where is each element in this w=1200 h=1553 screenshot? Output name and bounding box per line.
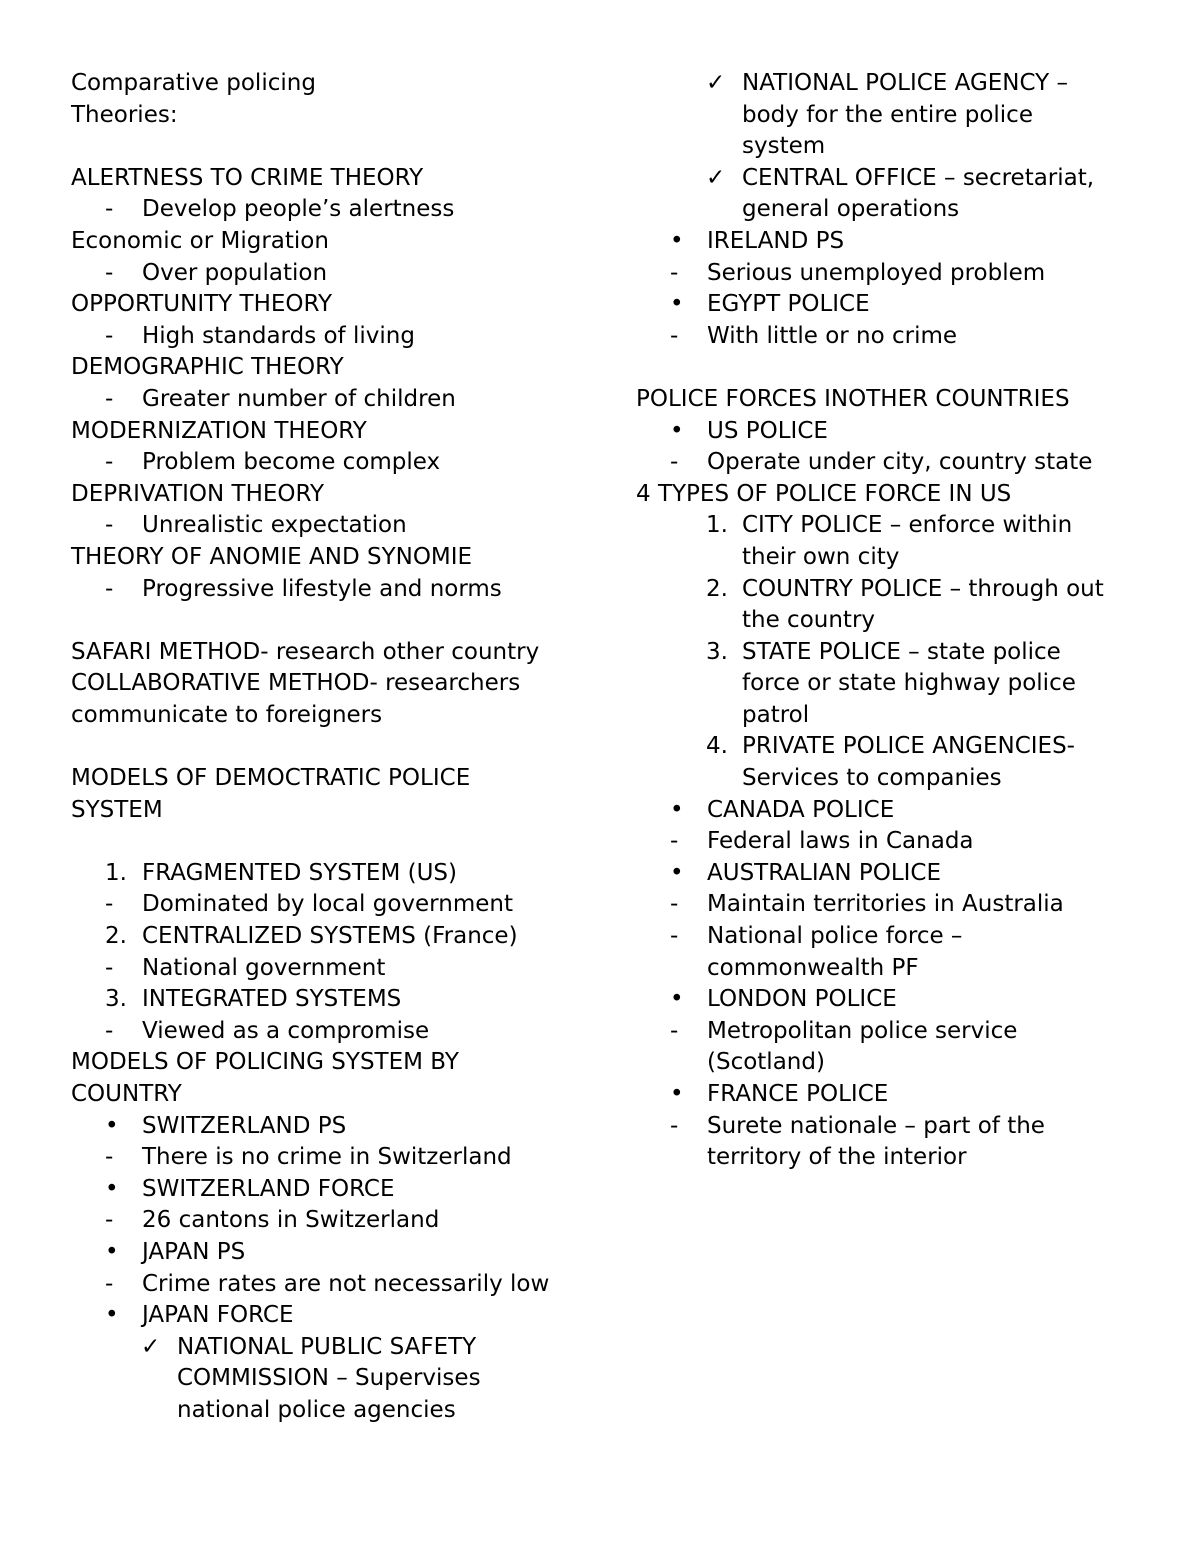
line-text: Greater number of children xyxy=(142,385,456,412)
text-line xyxy=(71,1047,591,1079)
list-number: 3. xyxy=(706,638,728,665)
line-text: FRANCE POLICE xyxy=(707,1081,889,1107)
line-text: OPPORTUNITY THEORY xyxy=(71,291,333,318)
line-text: LONDON POLICE xyxy=(707,986,897,1013)
text-line xyxy=(636,510,1136,542)
text-line xyxy=(636,542,1136,574)
text-line xyxy=(71,1205,591,1237)
line-text: COUNTRY POLICE – through out xyxy=(742,575,1104,602)
line-text: JAPAN PS xyxy=(142,1238,246,1265)
bullet-icon: • xyxy=(670,796,684,823)
list-number: 3. xyxy=(105,986,127,1013)
line-text: SAFARI METHOD- research other country xyxy=(71,638,540,665)
dash-marker: - xyxy=(670,259,679,286)
dash-marker: - xyxy=(670,828,679,855)
dash-marker: - xyxy=(670,923,679,950)
line-text: Progressive lifestyle and norms xyxy=(142,575,502,602)
text-line xyxy=(636,605,1136,637)
dash-marker: - xyxy=(105,449,114,476)
line-text: INTEGRATED SYSTEMS xyxy=(142,986,402,1013)
line-text: system xyxy=(742,133,826,160)
list-number: 2. xyxy=(105,923,127,950)
bullet-icon: • xyxy=(105,1175,119,1202)
text-line xyxy=(71,953,591,985)
text-line xyxy=(71,731,591,763)
line-text: force or state highway police xyxy=(742,670,1076,697)
text-line xyxy=(71,1269,591,1301)
line-text: Maintain territories in Australia xyxy=(707,891,1064,918)
line-text: Surete nationale – part of the xyxy=(707,1112,1045,1139)
line-text: POLICE FORCES INOTHER COUNTRIES xyxy=(636,385,1070,412)
text-line xyxy=(636,574,1136,606)
dash-marker: - xyxy=(105,385,114,412)
dash-marker: - xyxy=(105,512,114,539)
line-text: SYSTEM xyxy=(71,796,163,823)
text-line xyxy=(71,542,591,574)
line-text: Dominated by local government xyxy=(142,891,513,918)
line-text: Metropolitan police service xyxy=(707,1017,1018,1044)
line-text: National police force – xyxy=(707,923,963,950)
text-line xyxy=(636,826,1136,858)
line-text: COMMISSION – Supervises xyxy=(177,1365,481,1392)
line-text: Services to companies xyxy=(742,765,1002,792)
text-line xyxy=(71,321,591,353)
line-text: High standards of living xyxy=(142,322,415,349)
text-line xyxy=(636,731,1136,763)
right-column xyxy=(636,68,1136,1174)
text-line xyxy=(71,1111,591,1143)
text-line xyxy=(636,1047,1136,1079)
text-line xyxy=(71,826,591,858)
line-text: territory of the interior xyxy=(707,1144,967,1171)
dash-marker: - xyxy=(105,891,114,918)
line-text: NATIONAL POLICE AGENCY – xyxy=(742,70,1069,96)
list-number: 1. xyxy=(105,859,127,886)
text-line xyxy=(636,258,1136,290)
text-line xyxy=(71,1300,591,1332)
text-line xyxy=(71,447,591,479)
text-line xyxy=(636,763,1136,795)
bullet-icon: • xyxy=(670,227,684,254)
bullet-icon: • xyxy=(105,1238,119,1265)
text-line xyxy=(636,889,1136,921)
line-text: Viewed as a compromise xyxy=(142,1017,430,1044)
line-text: Theories: xyxy=(71,101,178,128)
line-text: 26 cantons in Switzerland xyxy=(142,1207,440,1234)
line-text: national police agencies xyxy=(177,1396,456,1423)
line-text: Crime rates are not necessarily low xyxy=(142,1270,550,1297)
bullet-icon: • xyxy=(670,291,684,318)
text-line xyxy=(636,163,1136,195)
text-line xyxy=(71,605,591,637)
line-text: Economic or Migration xyxy=(71,227,329,254)
line-text: SWITZERLAND FORCE xyxy=(142,1175,395,1202)
dash-marker: - xyxy=(670,891,679,918)
line-text: Federal laws in Canada xyxy=(707,828,974,855)
list-number: 2. xyxy=(706,575,728,602)
checkmark-icon: ✓ xyxy=(706,70,726,96)
line-text: Develop people’s alertness xyxy=(142,196,455,223)
dash-marker: - xyxy=(105,1144,114,1171)
text-line xyxy=(636,1111,1136,1143)
text-line xyxy=(636,1142,1136,1174)
text-line xyxy=(636,953,1136,985)
dash-marker: - xyxy=(670,322,679,349)
bullet-icon: • xyxy=(670,1081,684,1107)
text-line xyxy=(71,1363,591,1395)
text-line xyxy=(71,795,591,827)
line-text: 4 TYPES OF POLICE FORCE IN US xyxy=(636,480,1012,507)
checkmark-icon: ✓ xyxy=(141,1333,161,1360)
line-text: commonwealth PF xyxy=(707,954,919,981)
text-line xyxy=(71,1237,591,1269)
dash-marker: - xyxy=(670,449,679,476)
text-line xyxy=(636,1016,1136,1048)
text-line xyxy=(71,858,591,890)
line-text: AUSTRALIAN POLICE xyxy=(707,859,942,886)
line-text: (Scotland) xyxy=(707,1049,825,1076)
list-number: 1. xyxy=(706,512,728,539)
text-line xyxy=(636,100,1136,132)
dash-marker: - xyxy=(670,1017,679,1044)
text-line xyxy=(71,384,591,416)
text-line xyxy=(71,1174,591,1206)
text-line xyxy=(71,510,591,542)
bullet-icon: • xyxy=(670,859,684,886)
text-line xyxy=(636,668,1136,700)
text-line xyxy=(71,984,591,1016)
text-line xyxy=(71,1395,591,1427)
line-text: There is no crime in Switzerland xyxy=(142,1144,512,1171)
text-line xyxy=(71,289,591,321)
text-line xyxy=(636,131,1136,163)
dash-marker: - xyxy=(105,322,114,349)
dash-marker: - xyxy=(105,196,114,223)
text-line xyxy=(71,416,591,448)
checkmark-icon: ✓ xyxy=(706,164,726,191)
text-line xyxy=(636,321,1136,353)
line-text: Unrealistic expectation xyxy=(142,512,407,539)
bullet-icon: • xyxy=(105,1112,119,1139)
line-text: DEMOGRAPHIC THEORY xyxy=(71,354,344,381)
text-line xyxy=(636,447,1136,479)
line-text: IRELAND PS xyxy=(707,227,845,254)
bullet-icon: • xyxy=(670,986,684,1013)
text-line xyxy=(636,984,1136,1016)
dash-marker: - xyxy=(105,575,114,602)
line-text: CENTRAL OFFICE – secretariat, xyxy=(742,164,1095,191)
text-line xyxy=(71,700,591,732)
text-line xyxy=(636,68,1136,100)
line-text: Problem become complex xyxy=(142,449,441,476)
line-text: MODELS OF POLICING SYSTEM BY xyxy=(71,1049,459,1076)
text-line xyxy=(636,352,1136,384)
line-text: the country xyxy=(742,607,876,634)
line-text: body for the entire police xyxy=(742,101,1033,128)
line-text: MODERNIZATION THEORY xyxy=(71,417,367,444)
left-column xyxy=(71,68,591,1427)
line-text: DEPRIVATION THEORY xyxy=(71,480,325,507)
text-line xyxy=(636,479,1136,511)
text-line xyxy=(71,68,591,100)
text-line xyxy=(71,637,591,669)
line-text: patrol xyxy=(742,701,810,728)
text-line xyxy=(636,795,1136,827)
line-text: THEORY OF ANOMIE AND SYNOMIE xyxy=(71,543,473,570)
line-text: PRIVATE POLICE ANGENCIES- xyxy=(742,733,1075,760)
text-line xyxy=(71,100,591,132)
text-line xyxy=(71,1142,591,1174)
line-text: Operate under city, country state xyxy=(707,449,1093,476)
line-text: CENTRALIZED SYSTEMS (France) xyxy=(142,923,518,950)
line-text: US POLICE xyxy=(707,417,828,444)
dash-marker: - xyxy=(105,1207,114,1234)
text-line xyxy=(71,921,591,953)
dash-marker: - xyxy=(670,1112,679,1139)
dash-marker: - xyxy=(105,259,114,286)
line-text: their own city xyxy=(742,543,900,570)
line-text: FRAGMENTED SYSTEM (US) xyxy=(142,859,457,886)
line-text: JAPAN FORCE xyxy=(142,1302,294,1329)
line-text: Serious unemployed problem xyxy=(707,259,1046,286)
text-line xyxy=(636,921,1136,953)
line-text: ALERTNESS TO CRIME THEORY xyxy=(71,164,424,191)
line-text: With little or no crime xyxy=(707,322,958,349)
text-line xyxy=(636,637,1136,669)
text-line xyxy=(71,131,591,163)
line-text: COLLABORATIVE METHOD- researchers xyxy=(71,670,521,697)
text-line xyxy=(71,668,591,700)
bullet-icon: • xyxy=(105,1302,119,1329)
text-line xyxy=(71,258,591,290)
text-line xyxy=(71,763,591,795)
text-line xyxy=(71,889,591,921)
line-text: Comparative policing xyxy=(71,70,316,96)
line-text: EGYPT POLICE xyxy=(707,291,870,318)
dash-marker: - xyxy=(105,954,114,981)
text-line xyxy=(636,226,1136,258)
text-line xyxy=(636,289,1136,321)
text-line xyxy=(71,352,591,384)
text-line xyxy=(71,574,591,606)
line-text: CITY POLICE – enforce within xyxy=(742,512,1073,539)
dash-marker: - xyxy=(105,1017,114,1044)
text-line xyxy=(636,1079,1136,1111)
line-text: SWITZERLAND PS xyxy=(142,1112,347,1139)
line-text: communicate to foreigners xyxy=(71,701,383,728)
text-line xyxy=(71,1079,591,1111)
line-text: NATIONAL PUBLIC SAFETY xyxy=(177,1333,477,1360)
text-line xyxy=(636,416,1136,448)
line-text: general operations xyxy=(742,196,960,223)
text-line xyxy=(636,384,1136,416)
text-line xyxy=(71,1332,591,1364)
line-text: National government xyxy=(142,954,386,981)
line-text: CANADA POLICE xyxy=(707,796,895,823)
text-line xyxy=(71,1016,591,1048)
line-text: Over population xyxy=(142,259,328,286)
text-line xyxy=(71,194,591,226)
text-line xyxy=(71,479,591,511)
text-line xyxy=(71,163,591,195)
text-line xyxy=(71,226,591,258)
dash-marker: - xyxy=(105,1270,114,1297)
list-number: 4. xyxy=(706,733,728,760)
line-text: MODELS OF DEMOCTRATIC POLICE xyxy=(71,765,471,792)
line-text: STATE POLICE – state police xyxy=(742,638,1061,665)
bullet-icon: • xyxy=(670,417,684,444)
text-line xyxy=(636,858,1136,890)
text-line xyxy=(636,194,1136,226)
text-line xyxy=(636,700,1136,732)
line-text: COUNTRY xyxy=(71,1081,182,1107)
